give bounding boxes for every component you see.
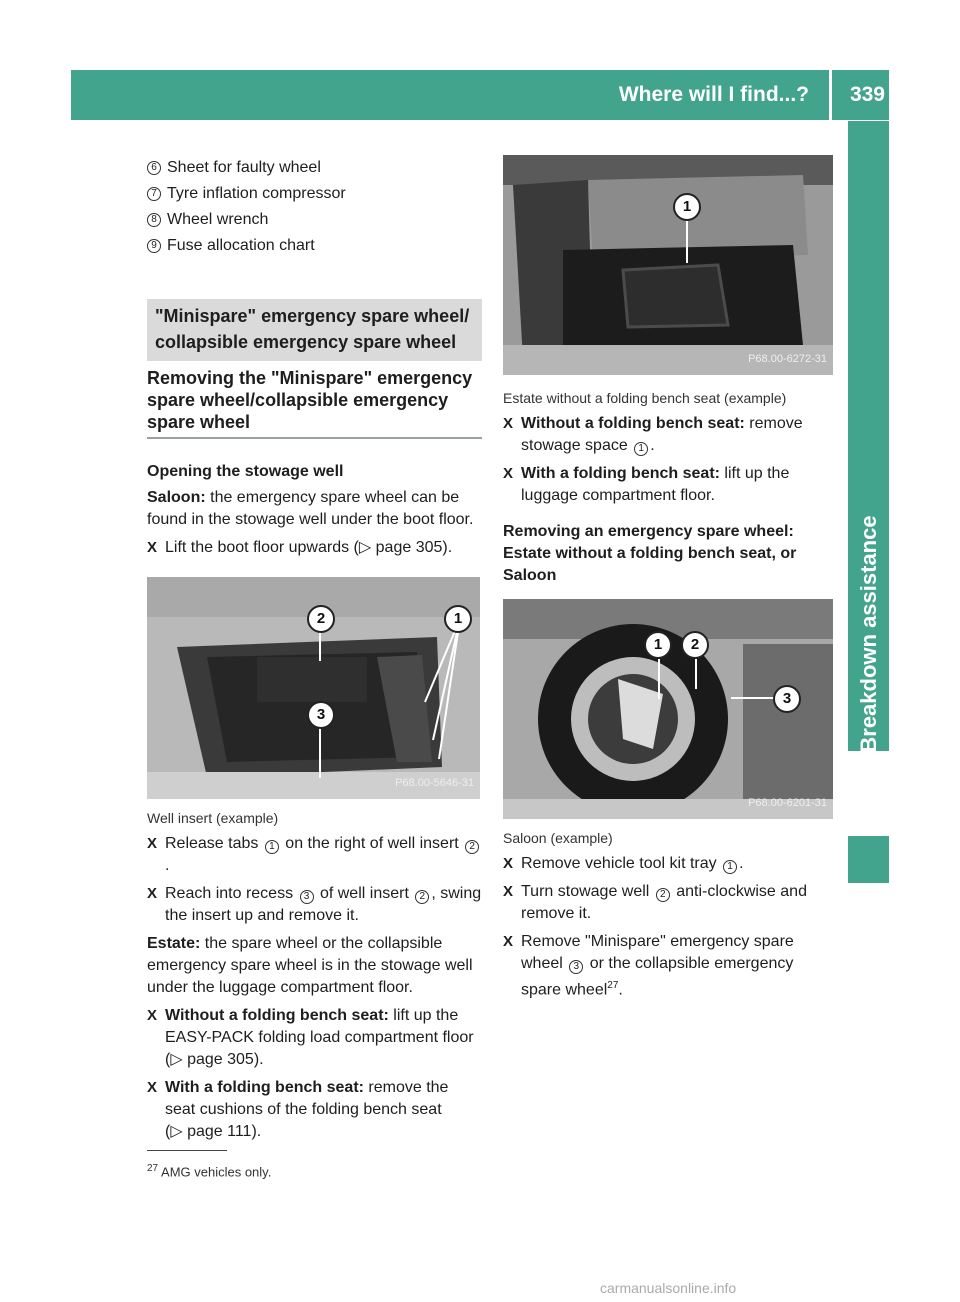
legend-number: 9: [147, 239, 161, 253]
side-tab: [848, 121, 889, 751]
bullet-reach-recess: X Reach into recess 3 of well insert 2 , swing the insert up and remove it.: [147, 885, 482, 924]
well-insert-photo: [147, 577, 480, 799]
legend-text: Tyre inflation compressor: [167, 185, 346, 202]
photo-caption: Well insert (example): [147, 810, 279, 826]
section-title: "Minispare" emergency spare wheel/ collapsible emergency spare wheel: [147, 299, 482, 361]
footnote-number: 27: [147, 1163, 159, 1174]
bullet-lift-floor: X Lift the boot floor upwards (▷ page 305).: [147, 537, 482, 559]
bullet-marker: X: [503, 933, 514, 950]
bullet-remove-tray: X Remove vehicle tool kit tray 1 .: [503, 853, 836, 875]
arrow-icon: ▷: [170, 1051, 183, 1068]
callout-2: 2: [681, 631, 709, 659]
bullet-remove-wheel: X Remove "Minispare" emergency spare wheel 3 or the collapsible emergency spare wheel$^{27}$.: [503, 933, 794, 999]
estate-image: [503, 155, 833, 375]
watermark: carmanualsonline.info: [600, 1280, 737, 1296]
legend-text: Sheet for faulty wheel: [167, 159, 321, 176]
footnote: [147, 1163, 271, 1179]
page-number: 339: [849, 83, 885, 106]
side-marker: [848, 836, 889, 883]
bullet-marker: X: [503, 883, 514, 900]
footnote-rule: [147, 1150, 227, 1151]
legend-item: [147, 207, 482, 233]
page-header: [71, 70, 889, 120]
left-column: [147, 155, 482, 1143]
page-link[interactable]: page 305: [187, 1051, 254, 1068]
photo-code: P68.00-6201-31: [748, 797, 827, 809]
bullet-marker: X: [503, 415, 514, 432]
saloon-label: Saloon:: [147, 489, 206, 506]
saloon-photo: [503, 599, 833, 819]
bullet-with-bench-right: X With a folding bench seat: lift up the luggage compartment floor.: [503, 465, 790, 504]
header-title: Where will I find...?: [618, 83, 809, 106]
estate-photo: [503, 155, 833, 375]
legend-number: 6: [147, 161, 161, 175]
legend-item: [147, 155, 482, 181]
bullet-marker: X: [147, 1079, 158, 1096]
legend-number: 7: [147, 187, 161, 201]
subheading: Removing the "Minispare" emergency spare wheel/collapsible emergency spare wheel: [147, 367, 482, 439]
bullet-turn-well: X Turn stowage well 2 anti-clockwise and remove it.: [503, 883, 807, 922]
opening-heading: Opening the stowage well: [147, 463, 344, 480]
bullet-without-bench-right: X Without a folding bench seat: remove stowage space 1 .: [503, 415, 803, 454]
removing-heading: Removing an emergency spare wheel: Estate without a folding bench seat, or Saloon: [503, 523, 797, 584]
page-link[interactable]: page 305: [375, 539, 443, 556]
legend-text: Wheel wrench: [167, 211, 269, 228]
legend-number: 8: [147, 213, 161, 227]
saloon-paragraph: [147, 487, 482, 531]
bullet-marker: X: [503, 465, 514, 482]
bullet-without-bench: X Without a folding bench seat: lift up the EASY-PACK folding load compartment floor (▷ page 305).: [147, 1007, 474, 1068]
callout-3: 3: [307, 701, 335, 729]
callout-2: 2: [307, 605, 335, 633]
bullet-release-tabs: X Release tabs 1 on the right of well insert 2.: [147, 833, 482, 877]
bullet-marker: X: [147, 1007, 158, 1024]
callout-3: 3: [773, 685, 801, 713]
callout-1-leaders: [147, 577, 480, 799]
header-separator: [829, 70, 832, 120]
callout-1: 1: [644, 631, 672, 659]
right-column: [503, 155, 836, 1001]
legend-text: Fuse allocation chart: [167, 237, 315, 254]
callout-1: 1: [673, 193, 701, 221]
saloon-text: the emergency spare wheel can be found in the stowage well under the boot floor.: [147, 489, 474, 528]
photo-caption: Estate without a folding bench seat (example): [503, 390, 787, 406]
photo-caption: Saloon (example): [503, 830, 613, 846]
bullet-marker: X: [503, 855, 514, 872]
arrow-icon: ▷: [358, 539, 372, 556]
arrow-icon: ▷: [170, 1123, 183, 1140]
legend-item: [147, 181, 482, 207]
side-tab-label: Breakdown assistance: [855, 515, 881, 753]
footnote-ref[interactable]: 27: [607, 980, 619, 991]
estate-paragraph: Estate: the spare wheel or the collapsible emergency spare wheel is in the stowage well under the luggage compartment floor.: [147, 935, 473, 996]
estate-label: Estate:: [147, 935, 201, 952]
footnote-text: AMG vehicles only.: [158, 1164, 272, 1180]
bullet-with-bench: X With a folding bench seat: remove the seat cushions of the folding bench seat (▷ page 111).: [147, 1079, 449, 1140]
callout-1: 1: [444, 605, 472, 633]
bullet-marker: X: [147, 835, 158, 852]
photo-code: P68.00-5646-31: [395, 777, 474, 789]
legend-item: [147, 233, 482, 259]
bullet-marker: X: [147, 539, 158, 556]
photo-code: P68.00-6272-31: [748, 353, 827, 365]
page-link[interactable]: page 111: [187, 1123, 252, 1140]
bullet-marker: X: [147, 885, 158, 902]
